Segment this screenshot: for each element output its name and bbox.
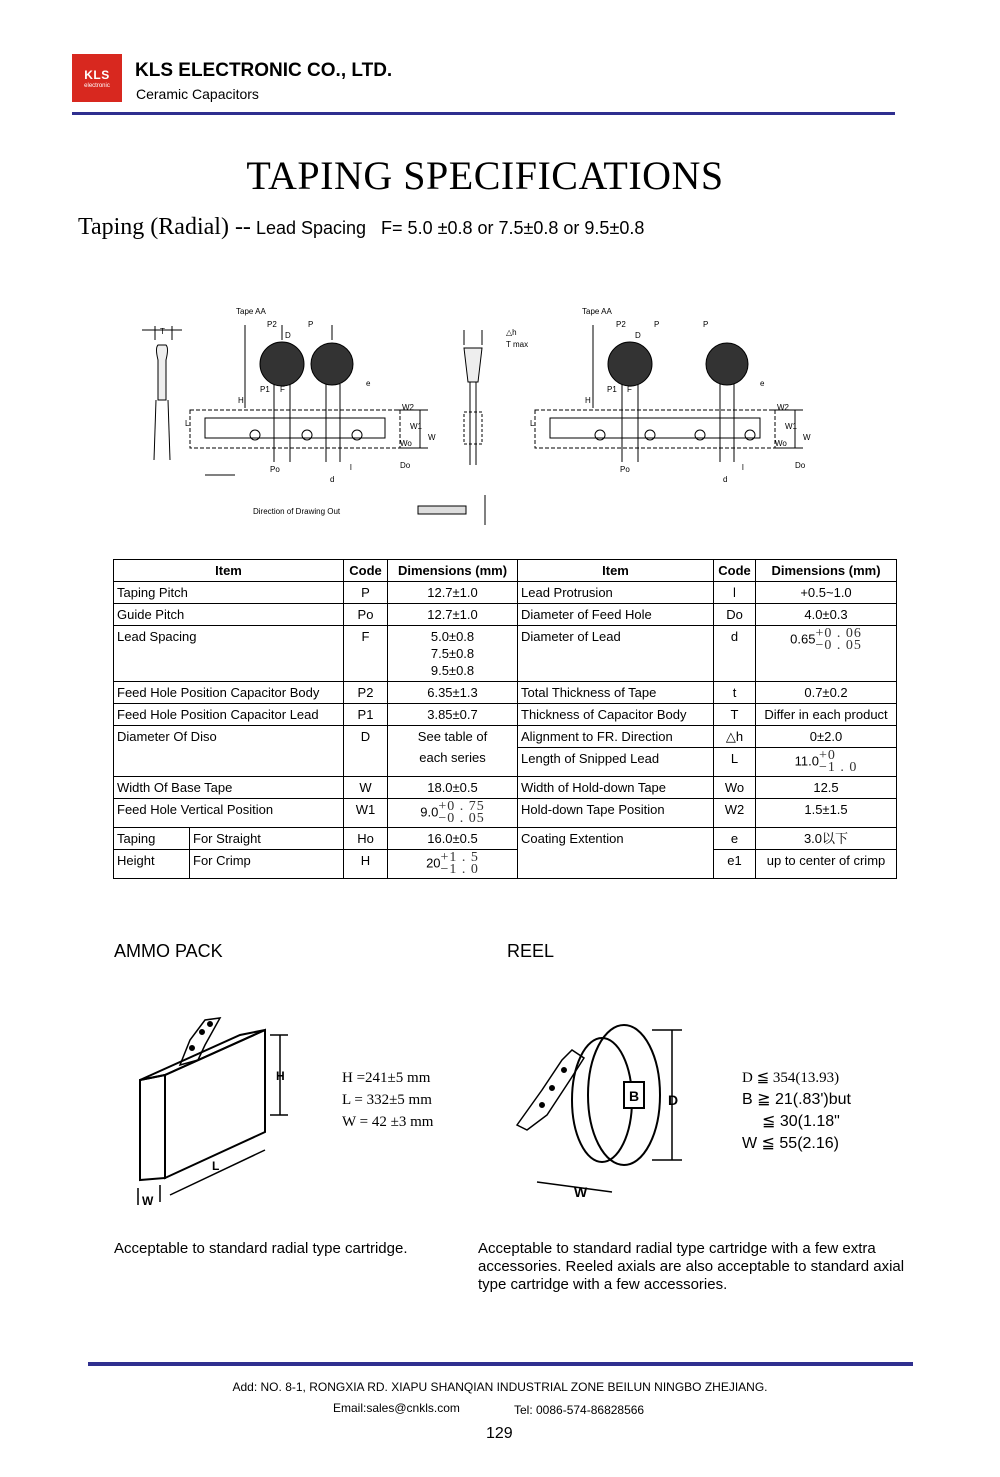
ammo-label-w: W — [142, 1194, 154, 1208]
label-w2-1: W2 — [402, 403, 414, 412]
logo-text: KLS — [84, 68, 110, 82]
side-view-left — [142, 326, 182, 460]
cell-code: e1 — [714, 850, 756, 879]
cell-item: Width of Hold-down Tape — [518, 777, 714, 799]
ammo-dimensions — [342, 1067, 433, 1133]
tol-upper: +0 . 75 — [438, 799, 485, 814]
reel-b2: ≦ 30(1.18" — [762, 1113, 840, 1130]
label-w-1: W — [428, 433, 436, 442]
label-p1-1: P1 — [260, 385, 270, 394]
company-name: KLS ELECTRONIC CO., LTD. — [135, 60, 393, 81]
cell-code: e — [714, 828, 756, 850]
header-code-left: Code — [344, 560, 388, 582]
label-tape-aa-2: Tape AA — [582, 307, 612, 316]
cell-code: D — [344, 726, 388, 777]
label-h-1: H — [238, 396, 244, 405]
table-row — [114, 704, 897, 726]
cell-code: l — [714, 582, 756, 604]
cell-item-sub: For Crimp — [190, 850, 344, 879]
cell-item: Lead Protrusion — [518, 582, 714, 604]
label-i-1: l — [350, 463, 352, 472]
ammo-pack-title: AMMO PACK — [114, 941, 223, 961]
cell-dim: 6.35±1.3 — [388, 682, 518, 704]
label-do-1: Do — [400, 461, 411, 470]
capacitor-body-4 — [706, 343, 748, 385]
label-f-2: F — [627, 385, 632, 394]
reel-w: W ≦ 55(2.16) — [742, 1135, 839, 1152]
reel-illustration — [512, 1020, 712, 1205]
tape-view-1 — [190, 325, 428, 475]
label-wo-1: Wo — [400, 439, 412, 448]
cell-dim-multi — [388, 626, 518, 682]
cell-dim-tolerance — [756, 626, 897, 682]
cell-code: △h — [714, 726, 756, 748]
ammo-note: Acceptable to standard radial type cartridge. — [114, 1240, 408, 1257]
cell-item: Alignment to FR. Direction — [518, 726, 714, 748]
cell-dim: +0.5~1.0 — [756, 582, 897, 604]
label-p2-1: P2 — [267, 320, 277, 329]
section-serif-label: Taping (Radial) -- — [78, 214, 251, 240]
tape-view-2 — [535, 325, 803, 462]
table-header-row — [114, 560, 897, 582]
cell-item: Feed Hole Position Capacitor Body — [114, 682, 344, 704]
cell-code: Po — [344, 604, 388, 626]
logo-subtext: electronic — [84, 83, 110, 89]
cell-code: L — [714, 748, 756, 777]
table-row — [114, 726, 897, 748]
cell-code: P — [344, 582, 388, 604]
ammo-pack-illustration — [130, 1010, 330, 1210]
lead-spacing-formula: F= 5.0 ±0.8 or 7.5±0.8 or 9.5±0.8 — [381, 218, 645, 238]
dim-base: 9.0 — [420, 804, 439, 820]
cell-dim: 18.0±0.5 — [388, 777, 518, 799]
cell-dim: 12.7±1.0 — [388, 604, 518, 626]
reel-label-w: W — [574, 1184, 588, 1200]
dim-base: 0.65 — [790, 631, 816, 647]
label-e-2: e — [760, 379, 765, 388]
tolerance — [438, 801, 484, 825]
tol-upper: +0 — [818, 748, 836, 763]
ammo-label-l: L — [212, 1159, 220, 1173]
cell-code: d — [714, 626, 756, 682]
label-d-upper-2: D — [635, 331, 641, 340]
dim-base: 20 — [426, 855, 441, 871]
cell-code: P2 — [344, 682, 388, 704]
cell-dim-tolerance — [388, 850, 518, 879]
cell-code: F — [344, 626, 388, 682]
label-w1-2: W1 — [785, 422, 797, 431]
footer-email: Email:sales@cnkls.com — [333, 1401, 460, 1415]
tolerance — [815, 628, 861, 652]
label-l-1: L — [185, 419, 190, 428]
label-w1-1: W1 — [410, 422, 422, 431]
header-rule — [72, 112, 895, 115]
footer-rule — [88, 1362, 913, 1366]
cell-dim: 1.5±1.5 — [756, 799, 897, 828]
label-delta-h: △h — [506, 328, 517, 337]
lead-spacing-label: Lead Spacing — [255, 218, 367, 238]
spec-table — [113, 559, 897, 879]
reel-dimensions — [742, 1067, 851, 1155]
cell-dim: 3.0以下 — [756, 828, 897, 850]
cell-item-sub: For Straight — [190, 828, 344, 850]
page-number: 129 — [486, 1425, 513, 1442]
reel-title: REEL — [507, 941, 555, 961]
tolerance — [819, 750, 857, 774]
page-title: TAPING SPECIFICATIONS — [246, 153, 724, 198]
table-row — [114, 626, 897, 682]
label-p-2: P — [654, 320, 660, 329]
label-d-upper-1: D — [285, 331, 291, 340]
reel-label-b: B — [629, 1088, 640, 1104]
cell-code: T — [714, 704, 756, 726]
header-dim-right: Dimensions (mm) — [756, 560, 897, 582]
table-row — [114, 777, 897, 799]
cell-code: W1 — [344, 799, 388, 828]
cell-code: Ho — [344, 828, 388, 850]
reel-b1: B ≧ 21(.83')but — [742, 1091, 851, 1108]
cell-item-group: Taping — [114, 828, 190, 850]
label-h-2: H — [585, 396, 591, 405]
cell-item: Hold-down Tape Position — [518, 799, 714, 828]
cell-code: H — [344, 850, 388, 879]
label-wo-2: Wo — [775, 439, 787, 448]
footer-tel: Tel: 0086-574-86828566 — [514, 1403, 645, 1417]
tol-lower: −0 . 05 — [815, 638, 862, 653]
cell-code: t — [714, 682, 756, 704]
table-row — [114, 799, 897, 828]
cell-item: Diameter Of Diso — [114, 726, 344, 777]
ammo-l: L = 332±5 mm — [342, 1092, 432, 1108]
label-direction: Direction of Drawing Out — [253, 507, 341, 516]
label-p-3: P — [703, 320, 709, 329]
ammo-label-h: H — [276, 1069, 285, 1083]
label-l-2: L — [530, 419, 535, 428]
footer-address: Add: NO. 8-1, RONGXIA RD. XIAPU SHANQIAN INDUSTRIAL ZONE BEILUN NINGBO ZHEJIANG. — [232, 1380, 768, 1394]
cell-dim: up to center of crimp — [756, 850, 897, 879]
header-code-right: Code — [714, 560, 756, 582]
section-heading — [78, 214, 644, 241]
cell-code: P1 — [344, 704, 388, 726]
header-item-left: Item — [114, 560, 344, 582]
cell-item: Guide Pitch — [114, 604, 344, 626]
table-row — [114, 682, 897, 704]
capacitor-body-2 — [311, 343, 353, 385]
cell-item: Feed Hole Vertical Position — [114, 799, 344, 828]
cell-item: Lead Spacing — [114, 626, 344, 682]
reel-d: D ≦ 354(13.93) — [742, 1070, 840, 1086]
label-t: T — [160, 327, 165, 336]
label-d-lead-2: d — [723, 475, 728, 484]
cell-item: Length of Snipped Lead — [518, 748, 714, 777]
table-row — [114, 604, 897, 626]
cell-item: Total Thickness of Tape — [518, 682, 714, 704]
label-p1-2: P1 — [607, 385, 617, 394]
ammo-h: H =241±5 mm — [342, 1070, 431, 1086]
header-dim-left: Dimensions (mm) — [388, 560, 518, 582]
label-tape-aa-1: Tape AA — [236, 307, 266, 316]
cell-dim: 12.7±1.0 — [388, 582, 518, 604]
cell-item: Width Of Base Tape — [114, 777, 344, 799]
label-d-lead-1: d — [330, 475, 335, 484]
label-t-max: T max — [506, 340, 529, 349]
table-row — [114, 828, 897, 850]
capacitor-body-1 — [260, 342, 304, 386]
cell-item: Thickness of Capacitor Body — [518, 704, 714, 726]
cell-dim: 4.0±0.3 — [756, 604, 897, 626]
label-i-2: l — [742, 463, 744, 472]
label-f-1: F — [280, 385, 285, 394]
cell-code: Do — [714, 604, 756, 626]
header-subtitle: Ceramic Capacitors — [136, 86, 259, 102]
tol-upper: +0 . 06 — [815, 626, 862, 641]
dim-line: 7.5±0.8 — [430, 646, 475, 661]
tolerance — [441, 852, 479, 876]
cell-code: W — [344, 777, 388, 799]
cell-item: Coating Extention — [518, 828, 714, 879]
tol-lower: −1 . 0 — [440, 862, 479, 877]
label-e-1: e — [366, 379, 371, 388]
cell-dim: 0±2.0 — [756, 726, 897, 748]
cell-item-group: Height — [114, 850, 190, 879]
header-item-right: Item — [518, 560, 714, 582]
tol-upper: +1 . 5 — [440, 850, 479, 865]
table-row — [114, 850, 897, 879]
cell-dim: 16.0±0.5 — [388, 828, 518, 850]
dim-line: 5.0±0.8 — [430, 629, 475, 644]
side-view-mid — [418, 330, 485, 525]
dim-line: each series — [419, 750, 486, 765]
tol-lower: −0 . 05 — [438, 811, 485, 826]
cell-dim: 3.85±0.7 — [388, 704, 518, 726]
label-do-2: Do — [795, 461, 806, 470]
cell-dim-multi — [388, 726, 518, 777]
cell-dim: 12.5 — [756, 777, 897, 799]
label-w2-2: W2 — [777, 403, 789, 412]
reel-note: Acceptable to standard radial type cartridge with a few extra accessories. Reeled axials are also acceptable to standard axial type cartridge with a few accessories. — [478, 1240, 905, 1293]
taping-diagram — [130, 300, 850, 535]
label-p-1: P — [308, 320, 314, 329]
label-w-2: W — [803, 433, 811, 442]
cell-item: Diameter of Lead — [518, 626, 714, 682]
table-row — [114, 582, 897, 604]
cell-code: W2 — [714, 799, 756, 828]
cell-item: Taping Pitch — [114, 582, 344, 604]
ammo-w: W = 42 ±3 mm — [342, 1114, 434, 1130]
company-logo — [72, 54, 122, 102]
label-po-2: Po — [620, 465, 630, 474]
capacitor-body-3 — [608, 342, 652, 386]
cell-dim: 0.7±0.2 — [756, 682, 897, 704]
cell-item: Feed Hole Position Capacitor Lead — [114, 704, 344, 726]
cell-dim-tolerance — [756, 748, 897, 777]
cell-dim-tolerance — [388, 799, 518, 828]
cell-dim: Differ in each product — [756, 704, 897, 726]
cell-code: Wo — [714, 777, 756, 799]
reel-label-d: D — [668, 1092, 679, 1108]
cell-item: Diameter of Feed Hole — [518, 604, 714, 626]
dim-base: 11.0 — [794, 753, 819, 769]
label-p2-2: P2 — [616, 320, 626, 329]
label-po-1: Po — [270, 465, 280, 474]
dim-line: 9.5±0.8 — [430, 663, 475, 678]
dim-line: See table of — [417, 729, 488, 744]
tol-lower: −1 . 0 — [818, 760, 858, 775]
